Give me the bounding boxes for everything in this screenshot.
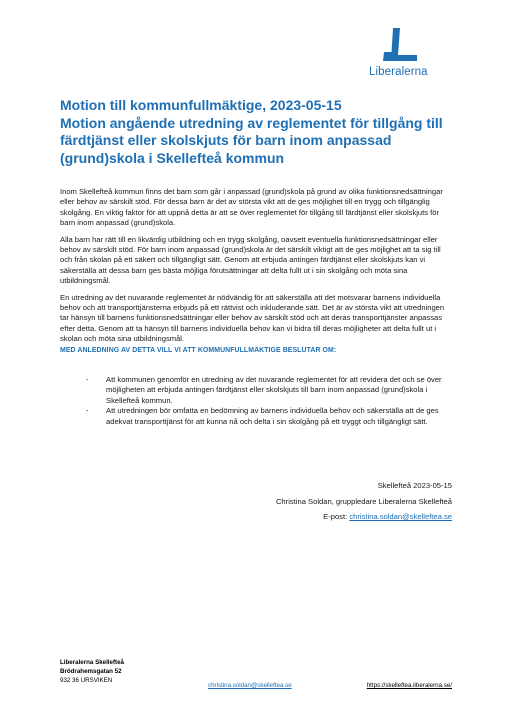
body-paragraph-3: En utredning av det nuvarande reglementet är nödvändig för att säkerställa att det motsvarar barnens individuella behov och att transporttjänsterna erbjuds på ett rättvist och inkluderande sätt. Det är av största vikt att utredningen tar hänsyn till barnens funktionsnedsättningar eller behov av särskilt stöd och att deras transporttjänster anpassas efter detta. Genom att ta hänsyn till barnens individuella behov kan vi bidra till deras möjligheter att delta fullt ut i skolan och möta sina utbildningsmål. <box>60 292 445 344</box>
page-title <box>60 97 460 167</box>
title-line-2: Motion angående utredning av reglementet för tillgång till <box>60 114 443 131</box>
footer-street: Brödrahemsgatan 52 <box>60 668 122 675</box>
footer-website-link[interactable]: https://skelleftea.liberalerna.se/ <box>366 682 452 689</box>
footer-org: Liberalerna Skellefteå <box>60 659 124 666</box>
title-line-3: färdtjänst eller skolskjuts för barn inom anpassad <box>60 132 392 148</box>
footer-email-link[interactable]: christina.soldan@skelleftea.se <box>208 682 292 689</box>
body-paragraph-2: Alla barn har rätt till en likvärdig utbildning och en trygg skolgång, oavsett eventuella funktionsnedsättningar eller behov av särskilt stöd. För barn inom anpassad (grund)skola är det särskilt viktigt att de ges möjlighet att ta sig till och från skolan på ett säkert och tillgängligt sätt. Genom att erbjuda antingen färdtjänst eller skolskjuts kan vi säkerställa att dessa barn ges bästa möjliga förutsättningar att delta fullt ut i sin skolgång och möta sina utbildningsmål. <box>60 234 441 286</box>
decision-list <box>86 375 454 427</box>
title-line-4: (grund)skola i Skellefteå kommun <box>60 149 285 166</box>
signature-email-link[interactable]: christina.soldan@skelleftea.se <box>349 512 452 521</box>
liberalerna-l-icon <box>379 28 419 64</box>
list-item <box>86 375 454 406</box>
liberalerna-logo <box>369 28 449 78</box>
signature-email-line <box>276 509 452 525</box>
list-dash: - <box>86 375 89 384</box>
body-paragraph-1: Inom Skellefteå kommun finns det barn som går i anpassad (grund)skola på grund av olika funktionsnedsättningar eller behov av särskilt stöd. För dessa barn är det av största vikt att de ges möjlighet till en trygg och tillgänglig skolgång. En viktig faktor för att uppnå detta är att se över reglementet för tillgång till färdtjänst eller skolskjuts för barn inom anpassad (grund)skola. <box>60 187 443 228</box>
list-item-text: Att kommunen genomför en utredning av det nuvarande reglementet för att revidera det och se över möjligheten att erbjuda antingen färdtjänst eller skolskjuts till barn inom anpassad (grund)skola i Skellefteå kommun. <box>106 375 442 405</box>
title-line-1: Motion till kommunfullmäktige, 2023-05-15 <box>60 97 342 113</box>
signature-block <box>276 478 452 525</box>
signature-place-date: Skellefteå 2023-05-15 <box>377 481 452 490</box>
list-dash: - <box>86 406 89 416</box>
signature-email-label: E-post: <box>323 512 350 521</box>
list-item <box>86 406 454 427</box>
motion-body <box>60 187 452 351</box>
list-item-text: Att utredningen bör omfatta en bedömning av barnens individuella behov och säkerställa att de ges adekvat transporttjänst för att kunna nå och delta i sin skolgång på ett tryggt och tillgängligt sätt. <box>106 406 439 426</box>
signature-name: Christina Soldan, gruppledare Liberalerna Skellefteå <box>275 496 452 506</box>
footer-postal: 932 36 URSVIKEN <box>60 677 113 684</box>
logo-brand-text: Liberalerna <box>369 66 428 78</box>
decision-heading: MED ANLEDNING AV DETTA VILL VI ATT KOMMUNFULLMÄKTIGE BESLUTAR OM: <box>60 347 337 354</box>
footer-address <box>60 658 200 685</box>
